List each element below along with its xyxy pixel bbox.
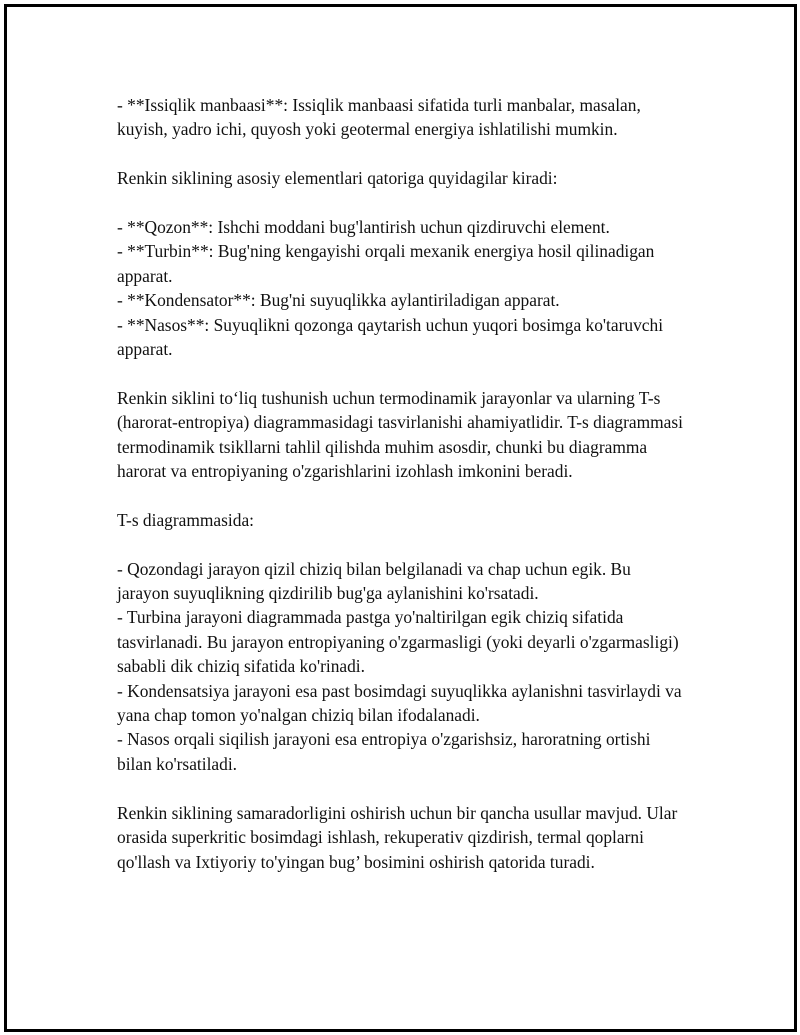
paragraph-heat-source: - **Issiqlik manbaasi**: Issiqlik manbaasi sifatida turli manbalar, masalan, kuyish, yadro ichi, quyosh yoki geotermal energiya ishlatilishi mumkin. xyxy=(117,95,646,140)
paragraph-elements-intro: Renkin siklining asosiy elementlari qatoriga quyidagilar kiradi: xyxy=(117,168,558,189)
list-ts-processes: - Qozondagi jarayon qizil chiziq bilan belgilanadi va chap uchun egik. Bu jarayon suyuqlikning qizdirilib bug'ga aylanishini ko'rsatadi. - Turbina jarayoni diagrammada pastga yo'naltirilgan egik chiziq sifatida tasvirlanadi. Bu jarayon entropiyaning o'zgarmasligi (yoki deyarli o'zgarmasligi) sababli dik chiziq sifatida ko'rinadi. - Kondensatsiya jarayoni esa past bosimdagi suyuqlikka aylanishni tasvirlaydi va yana chap tomon yo'nalgan chiziq bilan ifodalanadi. - Nasos orqali siqilish jarayoni esa entropiya o'zgarishsiz, haroratning ortishi bilan ko'rsatiladi. xyxy=(117,558,682,774)
paragraph-efficiency: Renkin siklining samaradorligini oshirish uchun bir qancha usullar mavjud. Ular orasida superkritic bosimdagi ishlash, rekuperativ qizdirish, termal qoplarni qo'llash va Ixtiyoriy to'yingan bug’ bosimini oshirish qatorida turadi. xyxy=(117,802,682,872)
list-cycle-elements: - **Qozon**: Ishchi moddani bug'lantirish uchun qizdiruvchi element. - **Turbin**: Bug'ning kengayishi orqali mexanik energiya hosil qilinadigan apparat. - **Kondensator**: Bug'ni suyuqlikka aylantiriladigan apparat. - **Nasos**: Suyuqlikni qozonga qaytarish uchun yuqori bosimga ko'taruvchi apparat. xyxy=(117,217,664,360)
document-body xyxy=(117,93,687,874)
paragraph-ts-intro: Renkin siklini to‘liq tushunish uchun termodinamik jarayonlar va ularning T-s (harorat-entropiya) diagrammasidagi tasvirlanishi ahamiyatlidir. T-s diagrammasi termodinamik tsikllarni tahlil qilishda muhim asosdir, chunki bu diagramma harorat va entropiyaning o'zgarishlarini izohlash imkonini beradi. xyxy=(117,387,688,482)
paragraph-ts-heading: T-s diagrammasida: xyxy=(117,509,255,530)
